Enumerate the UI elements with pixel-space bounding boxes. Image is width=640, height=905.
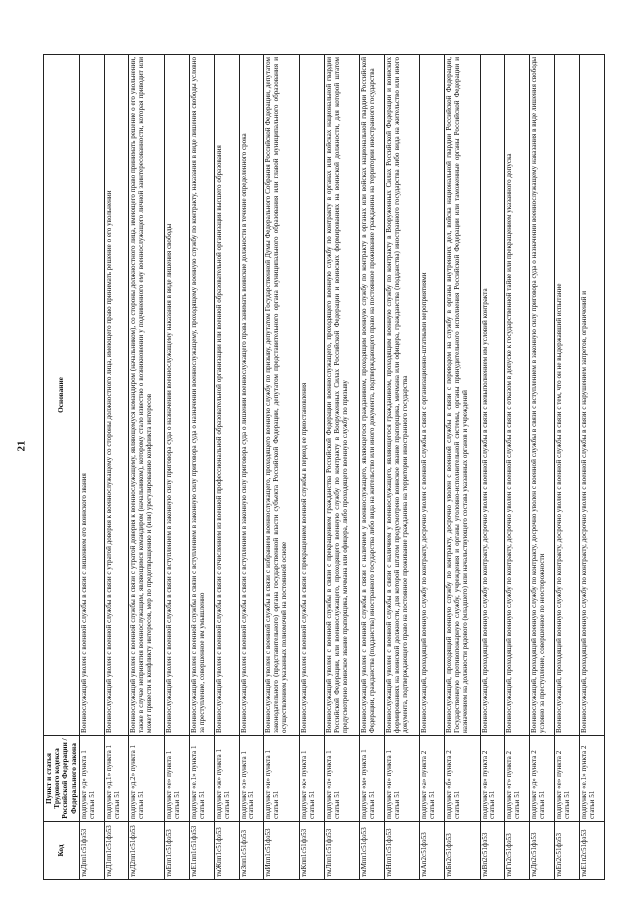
- table-row: [445, 55, 480, 880]
- row-code: тмЖпп1с51фз53: [214, 822, 239, 880]
- row-basis: Военнослужащий уволен с военной службы в связи с утратой доверия к военнослужащему, являющемуся командиром (начальником), со стороны должностного лица, имеющего право принимать решение о его увольнении, также в случае непринятия военнослужащим, являющимся командиром (начальником), которому стало известно о возникновении у подчиненного ему военнослужащего личной заинтересованности, которая приводит или может привести к конфликту интересов, мер по предотвращению и (или) урегулированию конфликта интересов: [129, 55, 164, 736]
- row-article: подпункт «и» пункта 1 статьи 51: [264, 736, 299, 822]
- page-number: 21: [15, 440, 28, 452]
- row-article: подпункт «е» пункта 1 статьи 51: [164, 736, 189, 822]
- row-code: тмД1пп1с51фз53: [104, 822, 129, 880]
- row-basis: Военнослужащий уволен с военной службы в связи с наличием у военнослужащего, являющегося гражданином, проходящим военную службу по контракту в органах или войсках национальной гвардии Российской Федерации, гражданства (подданства) иностранного государства либо вида на жительство или иного документа, подтверждающего право на постоянное проживание гражданина на территории иностранного государства: [360, 55, 385, 736]
- table-row: [555, 55, 580, 880]
- table-row: [324, 55, 359, 880]
- row-code: тмЕп2с51фз53: [555, 822, 580, 880]
- row-basis: Военнослужащий, проходящий военную службу по контракту, досрочно уволен с военной службы в связи с отказом в допуске к государственной тайне или прекращением указанного допуска: [505, 55, 530, 736]
- row-basis: Военнослужащий уволен с военной службы в связи с наличием у военнослужащего, являющегося гражданином, проходящим военную службу по контракту в Вооруженных Силах Российской Федерации и воинских формированиях на воинской должности, для которой штатом предусмотрено воинское звание прапорщика, мичмана или офицера, гражданства (подданства) иностранного государства либо вида на жительство или иного документа, подтверждающего право на постоянное проживание гражданина на территории иностранного государства: [384, 55, 419, 736]
- row-article: подпункт «м» пункта 1 статьи 51: [360, 736, 385, 822]
- row-code: тмКпп1с51фз53: [299, 822, 324, 880]
- row-article: подпункт «д.2» пункта 1 статьи 51: [129, 736, 164, 822]
- row-code: тмИпп1с51фз53: [264, 822, 299, 880]
- row-article: подпункт «д.1» пункта 1 статьи 51: [104, 736, 129, 822]
- row-code: тмЕпп1с51фз53: [164, 822, 189, 880]
- row-basis: Военнослужащий, проходящий военную службу по контракту, досрочно уволен с военной службы в связи с тем, что он не выдержавший испытание: [555, 55, 580, 736]
- row-article: подпункт «е» пункта 2 статьи 51: [555, 736, 580, 822]
- row-code: тмМпп1с51фз53: [360, 822, 385, 880]
- row-article: подпункт «б» пункта 2 статьи 51: [445, 736, 480, 822]
- table-row: [264, 55, 299, 880]
- table-row: [505, 55, 530, 880]
- codes-table: [43, 54, 605, 880]
- table-row: [360, 55, 385, 880]
- table-row: [104, 55, 129, 880]
- row-basis: Военнослужащий уволен с военной службы в связи с избранием военнослужащего, проходящего военную службу по призыву, депутатом Государственной Думы Федерального Собрания Российской Федерации, депутатом законодательного (представительного) органа государственной власти субъекта Российской Федерации, депутатом представительного органа муниципального образования или главой муниципального образования и осуществлением указанных полномочий на постоянной основе: [264, 55, 299, 736]
- row-basis: Военнослужащий уволен с военной службы в связи с отчислением из военной профессиональной образовательной организации или военной образовательной организации высшего образования: [214, 55, 239, 736]
- table-row: [480, 55, 505, 880]
- table-row: [239, 55, 264, 880]
- row-basis: Военнослужащий уволен с военной службы в связи с вступлением в законную силу приговора суда о назначении военнослужащему наказания в виде лишения свободы: [164, 55, 189, 736]
- table-row: [384, 55, 419, 880]
- row-article: подпункт «д» пункта 2 статьи 51: [530, 736, 555, 822]
- row-basis: Военнослужащий уволен с военной службы в связи с вступлением в законную силу приговора суда о лишении военнослужащего права занимать воинские должности в течение определенного срока: [239, 55, 264, 736]
- row-basis: Военнослужащий уволен с военной службы в связи с утратой доверия к военнослужащему со стороны должностного лица, имеющего право принимать решение о его увольнении: [104, 55, 129, 736]
- row-code: тмГп2с51фз53: [505, 822, 530, 880]
- table-row: [299, 55, 324, 880]
- row-code: тмАп2с51фз53: [420, 822, 445, 880]
- row-article: подпункт «ж» пункта 1 статьи 51: [214, 736, 239, 822]
- table-row: [164, 55, 189, 880]
- row-code: тмБп2с51фз53: [445, 822, 480, 880]
- row-article: подпункт «з» пункта 1 статьи 51: [239, 736, 264, 822]
- row-article: подпункт «е.1» пункта 1 статьи 51: [189, 736, 214, 822]
- table-row: [580, 55, 605, 880]
- rotated-page: [43, 55, 605, 880]
- row-basis: Военнослужащий, проходящий военную службу по контракту, досрочно уволен с военной службы в связи с вступлением в законную силу приговора суда о назначении военнослужащему наказания в виде лишения свободы условно за преступление, совершенное по неосторожности: [530, 55, 555, 736]
- row-code: тмЕ1п2с51фз53: [580, 822, 605, 880]
- row-code: тмД2пп1с51фз53: [129, 822, 164, 880]
- row-article: подпункт «л» пункта 1 статьи 51: [324, 736, 359, 822]
- row-code: тмНпп1с51фз53: [384, 822, 419, 880]
- row-article: подпункт «г» пункта 2 статьи 51: [505, 736, 530, 822]
- header-code: Код: [44, 822, 80, 880]
- row-basis: Военнослужащий уволен с военной службы в связи с прекращением гражданства Российской Федерации военнослужащего, проходящего военную службу по контракту в органах или войсках национальной гвардии Российской Федерации, или военнослужащего, проходящего военную службу по контракту в Вооруженных Силах Российской Федерации и воинских формированиях на воинской должности, для которой штатом предусмотрено воинское звание прапорщика, мичмана или офицера, либо проходящего военную службу по призыву: [324, 55, 359, 736]
- row-article: подпункт «в» пункта 2 статьи 51: [480, 736, 505, 822]
- row-article: подпункт «а» пункта 2 статьи 51: [420, 736, 445, 822]
- row-article: подпункт «е.1» пункта 2 статьи 51: [580, 736, 605, 822]
- row-code: тмЗпп1с51фз53: [239, 822, 264, 880]
- table-row: [189, 55, 214, 880]
- row-code: тмЕ1пп1с51фз53: [189, 822, 214, 880]
- row-article: подпункт «к» пункта 1 статьи 51: [299, 736, 324, 822]
- row-code: тмВп2с51фз53: [480, 822, 505, 880]
- row-basis: Военнослужащий уволен с военной службы в связи с прекращением военной службы в период ее приостановления: [299, 55, 324, 736]
- row-basis: Военнослужащий, проходящий военную службу по контракту, досрочно уволен с военной службы в связи с нарушением запретов, ограничений и: [580, 55, 605, 736]
- row-basis: Военнослужащий, проходящий военную службу по контракту, досрочно уволен с военной службы в связи с переводом на службу в органы внутренних дел, войска национальной гвардии Российской Федерации, Государственную противопожарную службу, учреждения и органы уголовно-исполнительной системы, органы принудительного исполнения Российской Федерации или таможенные органы Российской Федерации и назначением на должности рядового (младшего) или начальствующего состава указанных органов и учреждений: [445, 55, 480, 736]
- row-article: подпункт «д» пункта 1 статьи 51: [79, 736, 104, 822]
- table-row: [129, 55, 164, 880]
- row-code: тмДп2с51фз53: [530, 822, 555, 880]
- header-basis: Основание: [44, 55, 80, 736]
- header-article: Пункт и статья Трудового кодекса Российской Федерации / Федерального закона: [44, 736, 80, 822]
- table-row: [214, 55, 239, 880]
- table-row: [420, 55, 445, 880]
- table-row: [530, 55, 555, 880]
- row-article: подпункт «н» пункта 1 статьи 51: [384, 736, 419, 822]
- row-basis: Военнослужащий уволен с военной службы в связи с лишением его воинского звания: [79, 55, 104, 736]
- row-basis: Военнослужащий, проходящий военную службу по контракту, досрочно уволен с военной службы в связи с организационно-штатными мероприятиями: [420, 55, 445, 736]
- table-row: [79, 55, 104, 880]
- row-basis: Военнослужащий, проходящий военную службу по контракту, досрочно уволен с военной службы в связи с невыполнением им условий контракта: [480, 55, 505, 736]
- row-code: тмДпп1с51фз53: [79, 822, 104, 880]
- table-header-row: [44, 55, 80, 880]
- row-code: тмЛпп1с51фз53: [324, 822, 359, 880]
- row-basis: Военнослужащий уволен с военной службы в связи с вступлением в законную силу приговора суда о назначении военнослужащему, проходящему военную службу по контракту, наказания в виде лишения свободы условно за преступление, совершенное им умышленно: [189, 55, 214, 736]
